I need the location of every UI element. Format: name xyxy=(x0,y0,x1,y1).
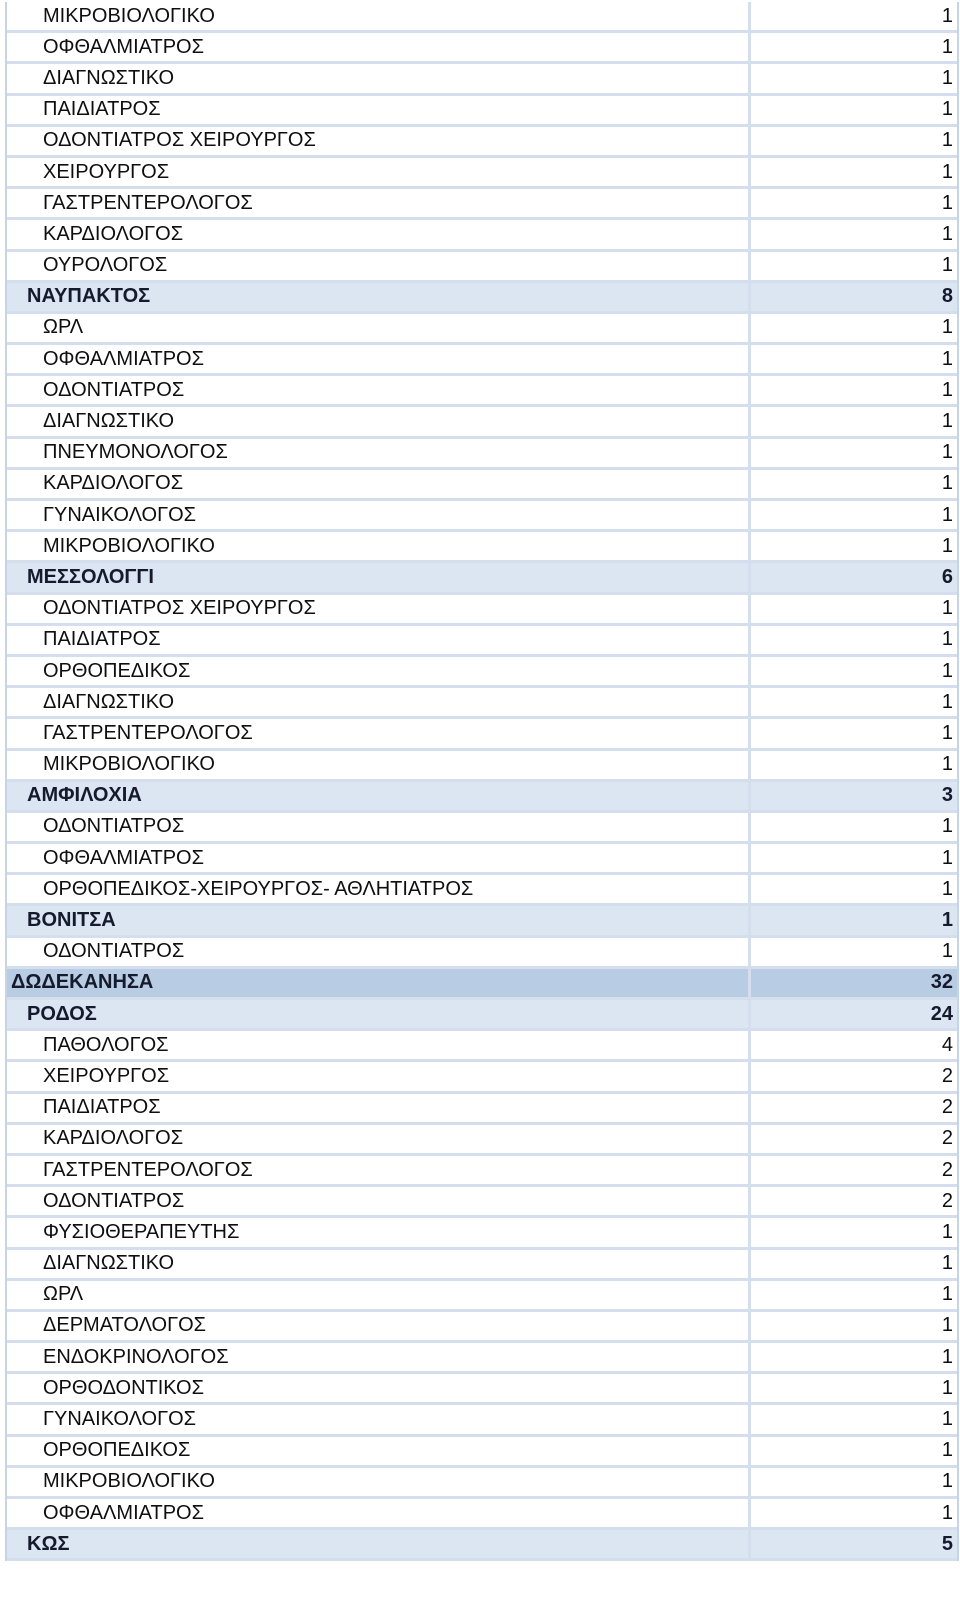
table-row xyxy=(7,626,957,657)
table-row xyxy=(7,813,957,844)
count-cell: 1 xyxy=(941,628,953,651)
count-cell: 1 xyxy=(941,659,953,682)
specialty-count-table xyxy=(5,2,959,1561)
table-row xyxy=(7,1094,957,1125)
city-header-row xyxy=(7,1000,957,1031)
specialty-name-cell: ΠΑΙΔΙΑΤΡΟΣ xyxy=(7,626,751,654)
specialty-name-cell: ΟΔΟΝΤΙΑΤΡΟΣ ΧΕΙΡΟΥΡΓΟΣ xyxy=(7,595,751,623)
specialty-name-cell: ΧΕΙΡΟΥΡΓΟΣ xyxy=(7,158,751,186)
specialty-name-cell: ΟΡΘΟΔΟΝΤΙΚΟΣ xyxy=(7,1374,751,1402)
count-cell: 1 xyxy=(941,1220,953,1243)
specialty-name-cell: ΚΑΡΔΙΟΛΟΓΟΣ xyxy=(7,1125,751,1153)
specialty-name-cell: ΔΙΑΓΝΩΣΤΙΚΟ xyxy=(7,64,751,92)
table-row xyxy=(7,1343,957,1374)
count-cell: 1 xyxy=(941,1283,953,1306)
table-row xyxy=(7,532,957,563)
count-cell: 1 xyxy=(941,254,953,277)
count-cell: 1 xyxy=(941,721,953,744)
count-cell: 3 xyxy=(941,784,953,807)
count-cell: 2 xyxy=(941,1158,953,1181)
count-cell: 1 xyxy=(941,597,953,620)
count-cell: 1 xyxy=(941,472,953,495)
count-cell: 5 xyxy=(941,1532,953,1555)
specialty-name-cell: ΓΑΣΤΡΕΝΤΕΡΟΛΟΓΟΣ xyxy=(7,1156,751,1184)
specialty-name-cell: ΠΑΙΔΙΑΤΡΟΣ xyxy=(7,1094,751,1122)
count-cell: 4 xyxy=(941,1033,953,1056)
count-cell: 1 xyxy=(941,441,953,464)
table-row xyxy=(7,1062,957,1093)
city-name-cell: ΡΟΔΟΣ xyxy=(7,1000,751,1028)
specialty-name-cell: ΩΡΛ xyxy=(7,314,751,342)
specialty-name-cell: ΟΥΡΟΛΟΓΟΣ xyxy=(7,252,751,280)
table-row xyxy=(7,1281,957,1312)
table-row xyxy=(7,844,957,875)
city-name-cell: ΚΩΣ xyxy=(7,1530,751,1558)
count-cell: 1 xyxy=(941,1252,953,1275)
count-cell: 24 xyxy=(930,1002,953,1025)
specialty-name-cell: ΜΙΚΡΟΒΙΟΛΟΓΙΚΟ xyxy=(7,751,751,779)
table-row xyxy=(7,1468,957,1499)
table-row xyxy=(7,314,957,345)
specialty-name-cell: ΟΔΟΝΤΙΑΤΡΟΣ xyxy=(7,813,751,841)
count-cell: 1 xyxy=(941,129,953,152)
count-cell: 1 xyxy=(941,160,953,183)
specialty-name-cell: ΟΦΘΑΛΜΙΑΤΡΟΣ xyxy=(7,844,751,872)
table-row xyxy=(7,1156,957,1187)
specialty-name-cell: ΠΑΙΔΙΑΤΡΟΣ xyxy=(7,96,751,124)
table-row xyxy=(7,158,957,189)
city-header-row xyxy=(7,563,957,594)
table-row xyxy=(7,1437,957,1468)
table-row xyxy=(7,345,957,376)
count-cell: 1 xyxy=(941,846,953,869)
specialty-name-cell: ΔΕΡΜΑΤΟΛΟΓΟΣ xyxy=(7,1312,751,1340)
count-cell: 1 xyxy=(941,347,953,370)
table-row xyxy=(7,252,957,283)
specialty-name-cell: ΔΙΑΓΝΩΣΤΙΚΟ xyxy=(7,1250,751,1278)
specialty-name-cell: ΓΑΣΤΡΕΝΤΕΡΟΛΟΓΟΣ xyxy=(7,719,751,747)
count-cell: 1 xyxy=(941,534,953,557)
table-row xyxy=(7,657,957,688)
table-row xyxy=(7,1250,957,1281)
specialty-name-cell: ΕΝΔΟΚΡΙΝΟΛΟΓΟΣ xyxy=(7,1343,751,1371)
table-row xyxy=(7,439,957,470)
city-name-cell: ΒΟΝΙΤΣΑ xyxy=(7,906,751,934)
city-header-row xyxy=(7,283,957,314)
specialty-name-cell: ΜΙΚΡΟΒΙΟΛΟΓΙΚΟ xyxy=(7,2,751,30)
city-header-row xyxy=(7,906,957,937)
count-cell: 2 xyxy=(941,1127,953,1150)
city-name-cell: ΑΜΦΙΛΟΧΙΑ xyxy=(7,782,751,810)
table-row xyxy=(7,470,957,501)
specialty-name-cell: ΟΦΘΑΛΜΙΑΤΡΟΣ xyxy=(7,1499,751,1527)
count-cell: 1 xyxy=(941,66,953,89)
count-cell: 1 xyxy=(941,35,953,58)
count-cell: 1 xyxy=(941,1439,953,1462)
count-cell: 2 xyxy=(941,1189,953,1212)
specialty-name-cell: ΓΥΝΑΙΚΟΛΟΓΟΣ xyxy=(7,501,751,529)
specialty-name-cell: ΟΔΟΝΤΙΑΤΡΟΣ ΧΕΙΡΟΥΡΓΟΣ xyxy=(7,127,751,155)
count-cell: 2 xyxy=(941,1064,953,1087)
count-cell: 1 xyxy=(941,1501,953,1524)
specialty-name-cell: ΠΝΕΥΜΟΝΟΛΟΓΟΣ xyxy=(7,439,751,467)
count-cell: 32 xyxy=(930,971,953,994)
specialty-name-cell: ΟΔΟΝΤΙΑΤΡΟΣ xyxy=(7,1187,751,1215)
city-header-row xyxy=(7,1530,957,1561)
specialty-name-cell: ΠΑΘΟΛΟΓΟΣ xyxy=(7,1031,751,1059)
count-cell: 1 xyxy=(941,815,953,838)
city-header-row xyxy=(7,782,957,813)
specialty-name-cell: ΚΑΡΔΙΟΛΟΓΟΣ xyxy=(7,470,751,498)
table-row xyxy=(7,64,957,95)
region-header-row xyxy=(7,969,957,1000)
count-cell: 1 xyxy=(941,753,953,776)
count-cell: 1 xyxy=(941,222,953,245)
count-cell: 1 xyxy=(941,503,953,526)
count-cell: 1 xyxy=(941,98,953,121)
region-name-cell: ΔΩΔΕΚΑΝΗΣΑ xyxy=(7,969,751,997)
count-cell: 1 xyxy=(941,1345,953,1368)
table-row xyxy=(7,719,957,750)
city-name-cell: ΜΕΣΣΟΛΟΓΓΙ xyxy=(7,563,751,591)
count-cell: 1 xyxy=(941,1376,953,1399)
count-cell: 1 xyxy=(941,1470,953,1493)
specialty-name-cell: ΟΡΘΟΠΕΔΙΚΟΣ xyxy=(7,1437,751,1465)
specialty-name-cell: ΚΑΡΔΙΟΛΟΓΟΣ xyxy=(7,220,751,248)
table-row xyxy=(7,595,957,626)
specialty-name-cell: ΧΕΙΡΟΥΡΓΟΣ xyxy=(7,1062,751,1090)
count-cell: 1 xyxy=(941,940,953,963)
table-row xyxy=(7,501,957,532)
specialty-name-cell: ΜΙΚΡΟΒΙΟΛΟΓΙΚΟ xyxy=(7,1468,751,1496)
specialty-name-cell: ΩΡΛ xyxy=(7,1281,751,1309)
count-cell: 1 xyxy=(941,191,953,214)
count-cell: 1 xyxy=(941,690,953,713)
table-row xyxy=(7,1374,957,1405)
specialty-name-cell: ΦΥΣΙΟΘΕΡΑΠΕΥΤΗΣ xyxy=(7,1218,751,1246)
count-cell: 1 xyxy=(941,909,953,932)
count-cell: 2 xyxy=(941,1096,953,1119)
specialty-name-cell: ΟΡΘΟΠΕΔΙΚΟΣ xyxy=(7,657,751,685)
count-cell: 8 xyxy=(941,285,953,308)
table-row xyxy=(7,189,957,220)
table-row xyxy=(7,1187,957,1218)
specialty-name-cell: ΓΥΝΑΙΚΟΛΟΓΟΣ xyxy=(7,1405,751,1433)
count-cell: 1 xyxy=(941,877,953,900)
city-name-cell: ΝΑΥΠΑΚΤΟΣ xyxy=(7,283,751,311)
table-row xyxy=(7,875,957,906)
count-cell: 6 xyxy=(941,565,953,588)
table-row xyxy=(7,751,957,782)
count-cell: 1 xyxy=(941,1408,953,1431)
table-row xyxy=(7,127,957,158)
table-row xyxy=(7,1499,957,1530)
specialty-name-cell: ΔΙΑΓΝΩΣΤΙΚΟ xyxy=(7,688,751,716)
table-row xyxy=(7,407,957,438)
specialty-name-cell: ΟΦΘΑΛΜΙΑΤΡΟΣ xyxy=(7,345,751,373)
table-row xyxy=(7,1031,957,1062)
count-cell: 1 xyxy=(941,316,953,339)
table-row xyxy=(7,96,957,127)
specialty-name-cell: ΟΔΟΝΤΙΑΤΡΟΣ xyxy=(7,376,751,404)
table-row xyxy=(7,2,957,33)
table-row xyxy=(7,33,957,64)
count-cell: 1 xyxy=(941,4,953,27)
table-row xyxy=(7,1312,957,1343)
specialty-name-cell: ΟΔΟΝΤΙΑΤΡΟΣ xyxy=(7,938,751,966)
specialty-name-cell: ΔΙΑΓΝΩΣΤΙΚΟ xyxy=(7,407,751,435)
specialty-name-cell: ΜΙΚΡΟΒΙΟΛΟΓΙΚΟ xyxy=(7,532,751,560)
specialty-name-cell: ΓΑΣΤΡΕΝΤΕΡΟΛΟΓΟΣ xyxy=(7,189,751,217)
table-row xyxy=(7,1405,957,1436)
count-cell: 1 xyxy=(941,1314,953,1337)
table-row xyxy=(7,220,957,251)
table-row xyxy=(7,376,957,407)
count-cell: 1 xyxy=(941,378,953,401)
specialty-name-cell: ΟΦΘΑΛΜΙΑΤΡΟΣ xyxy=(7,33,751,61)
table-row xyxy=(7,1125,957,1156)
table-row xyxy=(7,688,957,719)
table-row xyxy=(7,1218,957,1249)
count-cell: 1 xyxy=(941,410,953,433)
specialty-name-cell: ΟΡΘΟΠΕΔΙΚΟΣ-ΧΕΙΡΟΥΡΓΟΣ- ΑΘΛΗΤΙΑΤΡΟΣ xyxy=(7,875,751,903)
table-row xyxy=(7,938,957,969)
